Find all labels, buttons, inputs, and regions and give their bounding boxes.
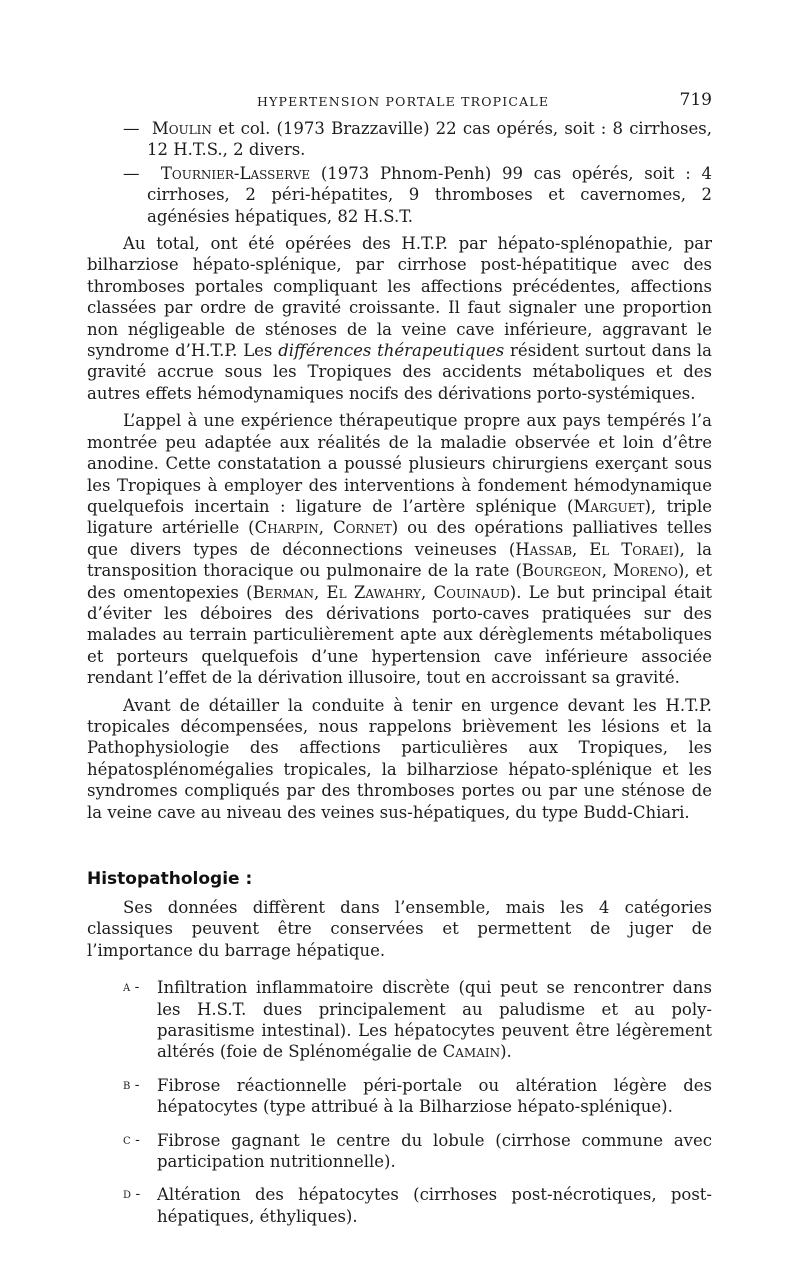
running-header — [87, 88, 712, 116]
author-name: Hassab, El Toraei — [515, 539, 674, 559]
list-item — [123, 1184, 712, 1227]
reference-entry — [123, 163, 712, 227]
item-text: Infiltration inflammatoire discrète (qui peut se rencontrer dans les H.S.T. dues principalement au paludisme et au poly-parasitisme intestinal). Les hépatocytes peuvent être légèrement altérés (foie de Splénomégalie de — [157, 978, 712, 1062]
reference-text: (1973 Phnom-Penh) 99 cas opérés, soit : 4 cirrhoses, 2 péri-hépatites, 9 thromboses et cavernomes, 2 agénésies hépatiques, 82 H.S.T. — [147, 163, 712, 226]
paragraph-appel — [87, 410, 712, 688]
author-name: Charpin, Cornet — [254, 518, 392, 538]
paragraph-text: L’appel à une expérience thérapeutique propre aux pays tempérés l’a montrée peu adaptée aux réalités de la maladie observée et loin d’être anodine. Cette constatation a poussé plusieurs chirurgiens exerçant sous les Tropiques à employer des interventions à fondement hémodynamique quelquefois incertain : ligature de l’artère splénique ( — [87, 411, 712, 516]
author-name: Tournier-Lasserve — [160, 163, 311, 183]
reference-entry — [123, 118, 712, 161]
item-letter: b - — [123, 1076, 140, 1093]
paragraph-total — [87, 233, 712, 404]
list-item — [123, 1075, 712, 1118]
running-title: HYPERTENSION PORTALE TROPICALE — [257, 94, 550, 109]
author-name: Camain — [442, 1042, 501, 1062]
item-letter: a - — [123, 979, 140, 996]
paragraph-text: Au total, ont été opérées des H.T.P. par hépato-splénopathie, par bilharziose hépato-splénique, par cirrhose post-hépatitique avec des thromboses portales compliquant les affections précédentes, affections classées par ordre de gravité croissante. Il faut signaler une proportion non négligeable de sténoses de la veine cave inférieure, aggravant le syndrome d’H.T.P. Les — [87, 234, 712, 361]
list-item — [123, 977, 712, 1063]
item-letter: d - — [123, 1186, 141, 1203]
item-text: Altération des hépatocytes (cirrhoses post-nécrotiques, post-hépatiques, éthyliques). — [157, 1185, 712, 1226]
section-heading: Histopathologie : — [87, 869, 253, 889]
page-body — [87, 88, 712, 1239]
paragraph-text: ), la transposition thoracique ou pulmonaire de la rate ( — [87, 539, 713, 581]
paragraph-text: ). Le but principal était d’éviter les déboires des dérivations porto-caves pratiquées sur des malades au terrain particulièrement apte aux dérèglements métaboliques et porteurs quelquefois d’une hypertension cave inférieure associée rendant l’effet de la dérivation illusoire, tout en accroissant sa gravité. — [87, 582, 712, 688]
italic-phrase: différences thérapeutiques — [278, 341, 505, 361]
category-list — [123, 977, 712, 1227]
item-text: ). — [500, 1042, 512, 1062]
author-name: Moulin — [151, 119, 212, 138]
dash: — — [123, 119, 140, 138]
reference-text: et col. (1973 Brazzaville) 22 cas opérés, soit : 8 cirrhoses, 12 H.T.S., 2 divers. — [147, 119, 712, 160]
author-name: Marguet — [573, 496, 645, 516]
paragraph-text: résident surtout dans la gravité accrue sous les Tropiques des accidents métaboliques et des autres effets hémodynamiques nocifs des dérivations porto-systémiques. — [87, 341, 713, 403]
item-text: Fibrose gagnant le centre du lobule (cirrhose commune avec participation nutritionnelle). — [157, 1130, 712, 1172]
item-text: Fibrose réactionnelle péri-portale ou altération légère des hépatocytes (type attribué à la Bilharziose hépato-splénique). — [157, 1075, 712, 1117]
item-letter: c - — [123, 1131, 140, 1148]
paragraph-text: ) ou des opérations palliatives telles que divers types de déconnections veineuses ( — [87, 518, 713, 559]
paragraph-text: ), et des omentopexies ( — [87, 561, 713, 602]
paragraph-text: ), triple ligature artérielle ( — [87, 496, 712, 538]
list-item — [123, 1130, 712, 1173]
paragraph-donnees: Ses données diffèrent dans l’ensemble, mais les 4 catégories classiques peuvent être conservées et permettent de juger de l’importance du barrage hépatique. — [87, 898, 712, 960]
author-name: Berman, El Zawahry, Couinaud — [252, 582, 510, 602]
page-number: 719 — [679, 90, 712, 110]
dash: — — [123, 163, 140, 183]
paragraph-avant: Avant de détailler la conduite à tenir en urgence devant les H.T.P. tropicales décompensées, nous rappelons brièvement les lésions et la Pathophysiologie des affections particulières aux Tropiques, les hépatosplénomégalies tropicales, la bilharziose hépato-splénique et les syndromes compliqués par des thromboses portes ou par une sténose de la veine cave au niveau des veines sus-hépatiques, du type Budd-Chiari. — [87, 695, 712, 822]
author-name: Bourgeon, Moreno — [521, 561, 678, 581]
